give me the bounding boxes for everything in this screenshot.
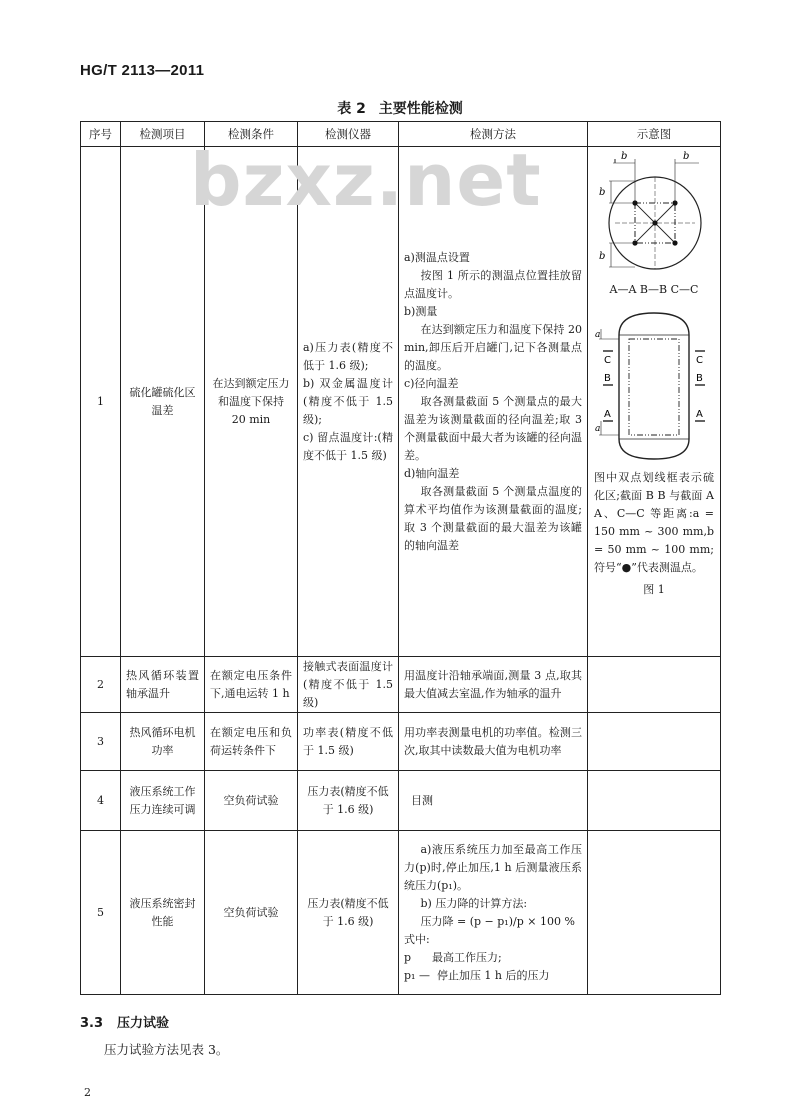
method-step: c)径向温差 <box>404 376 459 390</box>
dim-b-label: b <box>599 187 606 198</box>
row-number: 3 <box>81 713 121 771</box>
schematic-cell <box>588 771 721 831</box>
section-labels: A—A B—B C—C <box>609 283 699 296</box>
method-text: 取各测量截面 5 个测量点温度的算术平均值作为该测量截面的温度;取 3 个测量截面的最大温差为该罐的轴向温差 <box>404 484 582 552</box>
table-header-row <box>81 122 721 147</box>
row-number: 2 <box>81 657 121 713</box>
inspection-table <box>80 121 721 995</box>
method-text: a)液压系统压力加至最高工作压力(p)时,停止加压,1 h 后测量液压系统压力(p₁)。 <box>404 842 582 892</box>
method-step: a)测温点设置 <box>404 250 470 264</box>
column-header: 检测仪器 <box>298 122 399 147</box>
figure-label: 图 1 <box>643 583 665 596</box>
section-mark-c: C <box>696 355 703 366</box>
inspection-condition: 在额定电压条件下,通电运转 1 h <box>205 657 298 713</box>
column-header: 示意图 <box>588 122 721 147</box>
table-row <box>81 713 721 771</box>
inspection-item: 热风循环电机功率 <box>121 713 205 771</box>
section-number: 3.3 <box>80 1016 104 1031</box>
inspection-condition: 空负荷试验 <box>205 771 298 831</box>
method-text: 取各测量截面 5 个测量点的最大温差为该测量截面的径向温差;取 3 个测量截面中最大者为该罐的径向温差。 <box>404 394 582 462</box>
inspection-item: 硫化罐硫化区温差 <box>121 147 205 657</box>
method-text: b) 压力降的计算方法: <box>420 896 528 910</box>
body-paragraph: 压力试验方法见表 3。 <box>104 1042 229 1057</box>
pressure-formula: 压力降 = (p − p₁)/p × 100 % <box>420 914 575 928</box>
inspection-instrument: 压力表(精度不低于 1.6 级) <box>298 771 399 831</box>
standard-number: HG/T 2113—2011 <box>80 62 205 79</box>
dim-b-label: b <box>599 251 606 262</box>
inspection-condition: 在达到额定压力和温度下保持 20 min <box>205 147 298 657</box>
table-number: 表 2 <box>337 101 366 117</box>
section-mark-a: A <box>604 409 611 420</box>
row-number: 5 <box>81 831 121 995</box>
page-number: 2 <box>84 1086 91 1099</box>
column-header: 检测条件 <box>205 122 298 147</box>
schematic-cell <box>588 147 721 657</box>
row-number: 1 <box>81 147 121 657</box>
schematic-cell <box>588 657 721 713</box>
column-header: 检测方法 <box>399 122 588 147</box>
inspection-item: 液压系统工作压力连续可调 <box>121 771 205 831</box>
diagram-note: 图中双点划线框表示硫化区;截面 B B 与截面 A A、C—C 等距离:a = 150 mm ~ 300 mm,b = 50 mm ~ 100 mm;符号“●”代表测温点。 <box>594 471 714 574</box>
dim-a-label: a <box>595 424 601 434</box>
section-heading <box>80 1012 183 1031</box>
inspection-method: 用温度计沿轴承端面,测量 3 点,取其最大值减去室温,作为轴承的温升 <box>399 657 588 713</box>
inspection-instrument: 压力表(精度不低于 1.6 级) <box>298 831 399 995</box>
dim-b-label: b <box>621 151 628 162</box>
row-number: 4 <box>81 771 121 831</box>
inspection-instrument: 接触式表面温度计(精度不低于 1.5 级) <box>298 657 399 713</box>
method-step: b)测量 <box>404 304 438 318</box>
section-mark-a: A <box>696 409 703 420</box>
inspection-instrument: 功率表(精度不低于 1.5 级) <box>298 713 399 771</box>
column-header: 检测项目 <box>121 122 205 147</box>
table-title: 主要性能检测 <box>378 101 463 117</box>
inspection-instrument <box>298 147 399 657</box>
column-header: 序号 <box>81 122 121 147</box>
inspection-item: 热风循环装置轴承温升 <box>121 657 205 713</box>
watermark: bzxz.net <box>190 138 542 222</box>
symbol-definition: p 最高工作压力; <box>404 950 502 964</box>
table-caption <box>0 98 800 118</box>
method-text: 在达到额定压力和温度下保持 20 min,卸压后开启罐门,记下各测量点的温度。 <box>404 322 582 372</box>
inspection-method <box>399 831 588 995</box>
inspection-method: 目测 <box>399 771 588 831</box>
method-text: 式中: <box>404 932 430 946</box>
inspection-condition: 空负荷试验 <box>205 831 298 995</box>
dim-b-label: b <box>683 151 690 162</box>
table-row <box>81 657 721 713</box>
tank-elevation-diagram <box>595 305 713 465</box>
section-mark-c: C <box>604 355 611 366</box>
section-mark-b: B <box>696 373 703 384</box>
inspection-method <box>399 147 588 657</box>
inspection-item: 液压系统密封性能 <box>121 831 205 995</box>
inspection-method: 用功率表测量电机的功率值。检测三次,取其中读数最大值为电机功率 <box>399 713 588 771</box>
schematic-cell <box>588 831 721 995</box>
instrument-line: c) 留点温度计:(精度不低于 1.5 级) <box>303 430 393 462</box>
symbol-definition: p₁ — 停止加压 1 h 后的压力 <box>404 968 550 982</box>
instrument-line: b) 双金属温度计(精度不低于 1.5 级); <box>303 376 393 426</box>
dim-a-label: a <box>595 330 601 340</box>
instrument-line: a)压力表(精度不低于 1.6 级); <box>303 340 393 372</box>
method-step: d)轴向温差 <box>404 466 460 480</box>
section-title: 压力试验 <box>117 1016 170 1031</box>
cross-section-diagram <box>595 151 713 279</box>
table-row <box>81 771 721 831</box>
section-mark-b: B <box>604 373 611 384</box>
schematic-cell <box>588 713 721 771</box>
method-text: 按图 1 所示的测温点位置挂放留点温度计。 <box>404 268 582 300</box>
table-row <box>81 147 721 657</box>
inspection-condition: 在额定电压和负荷运转条件下 <box>205 713 298 771</box>
table-row <box>81 831 721 995</box>
